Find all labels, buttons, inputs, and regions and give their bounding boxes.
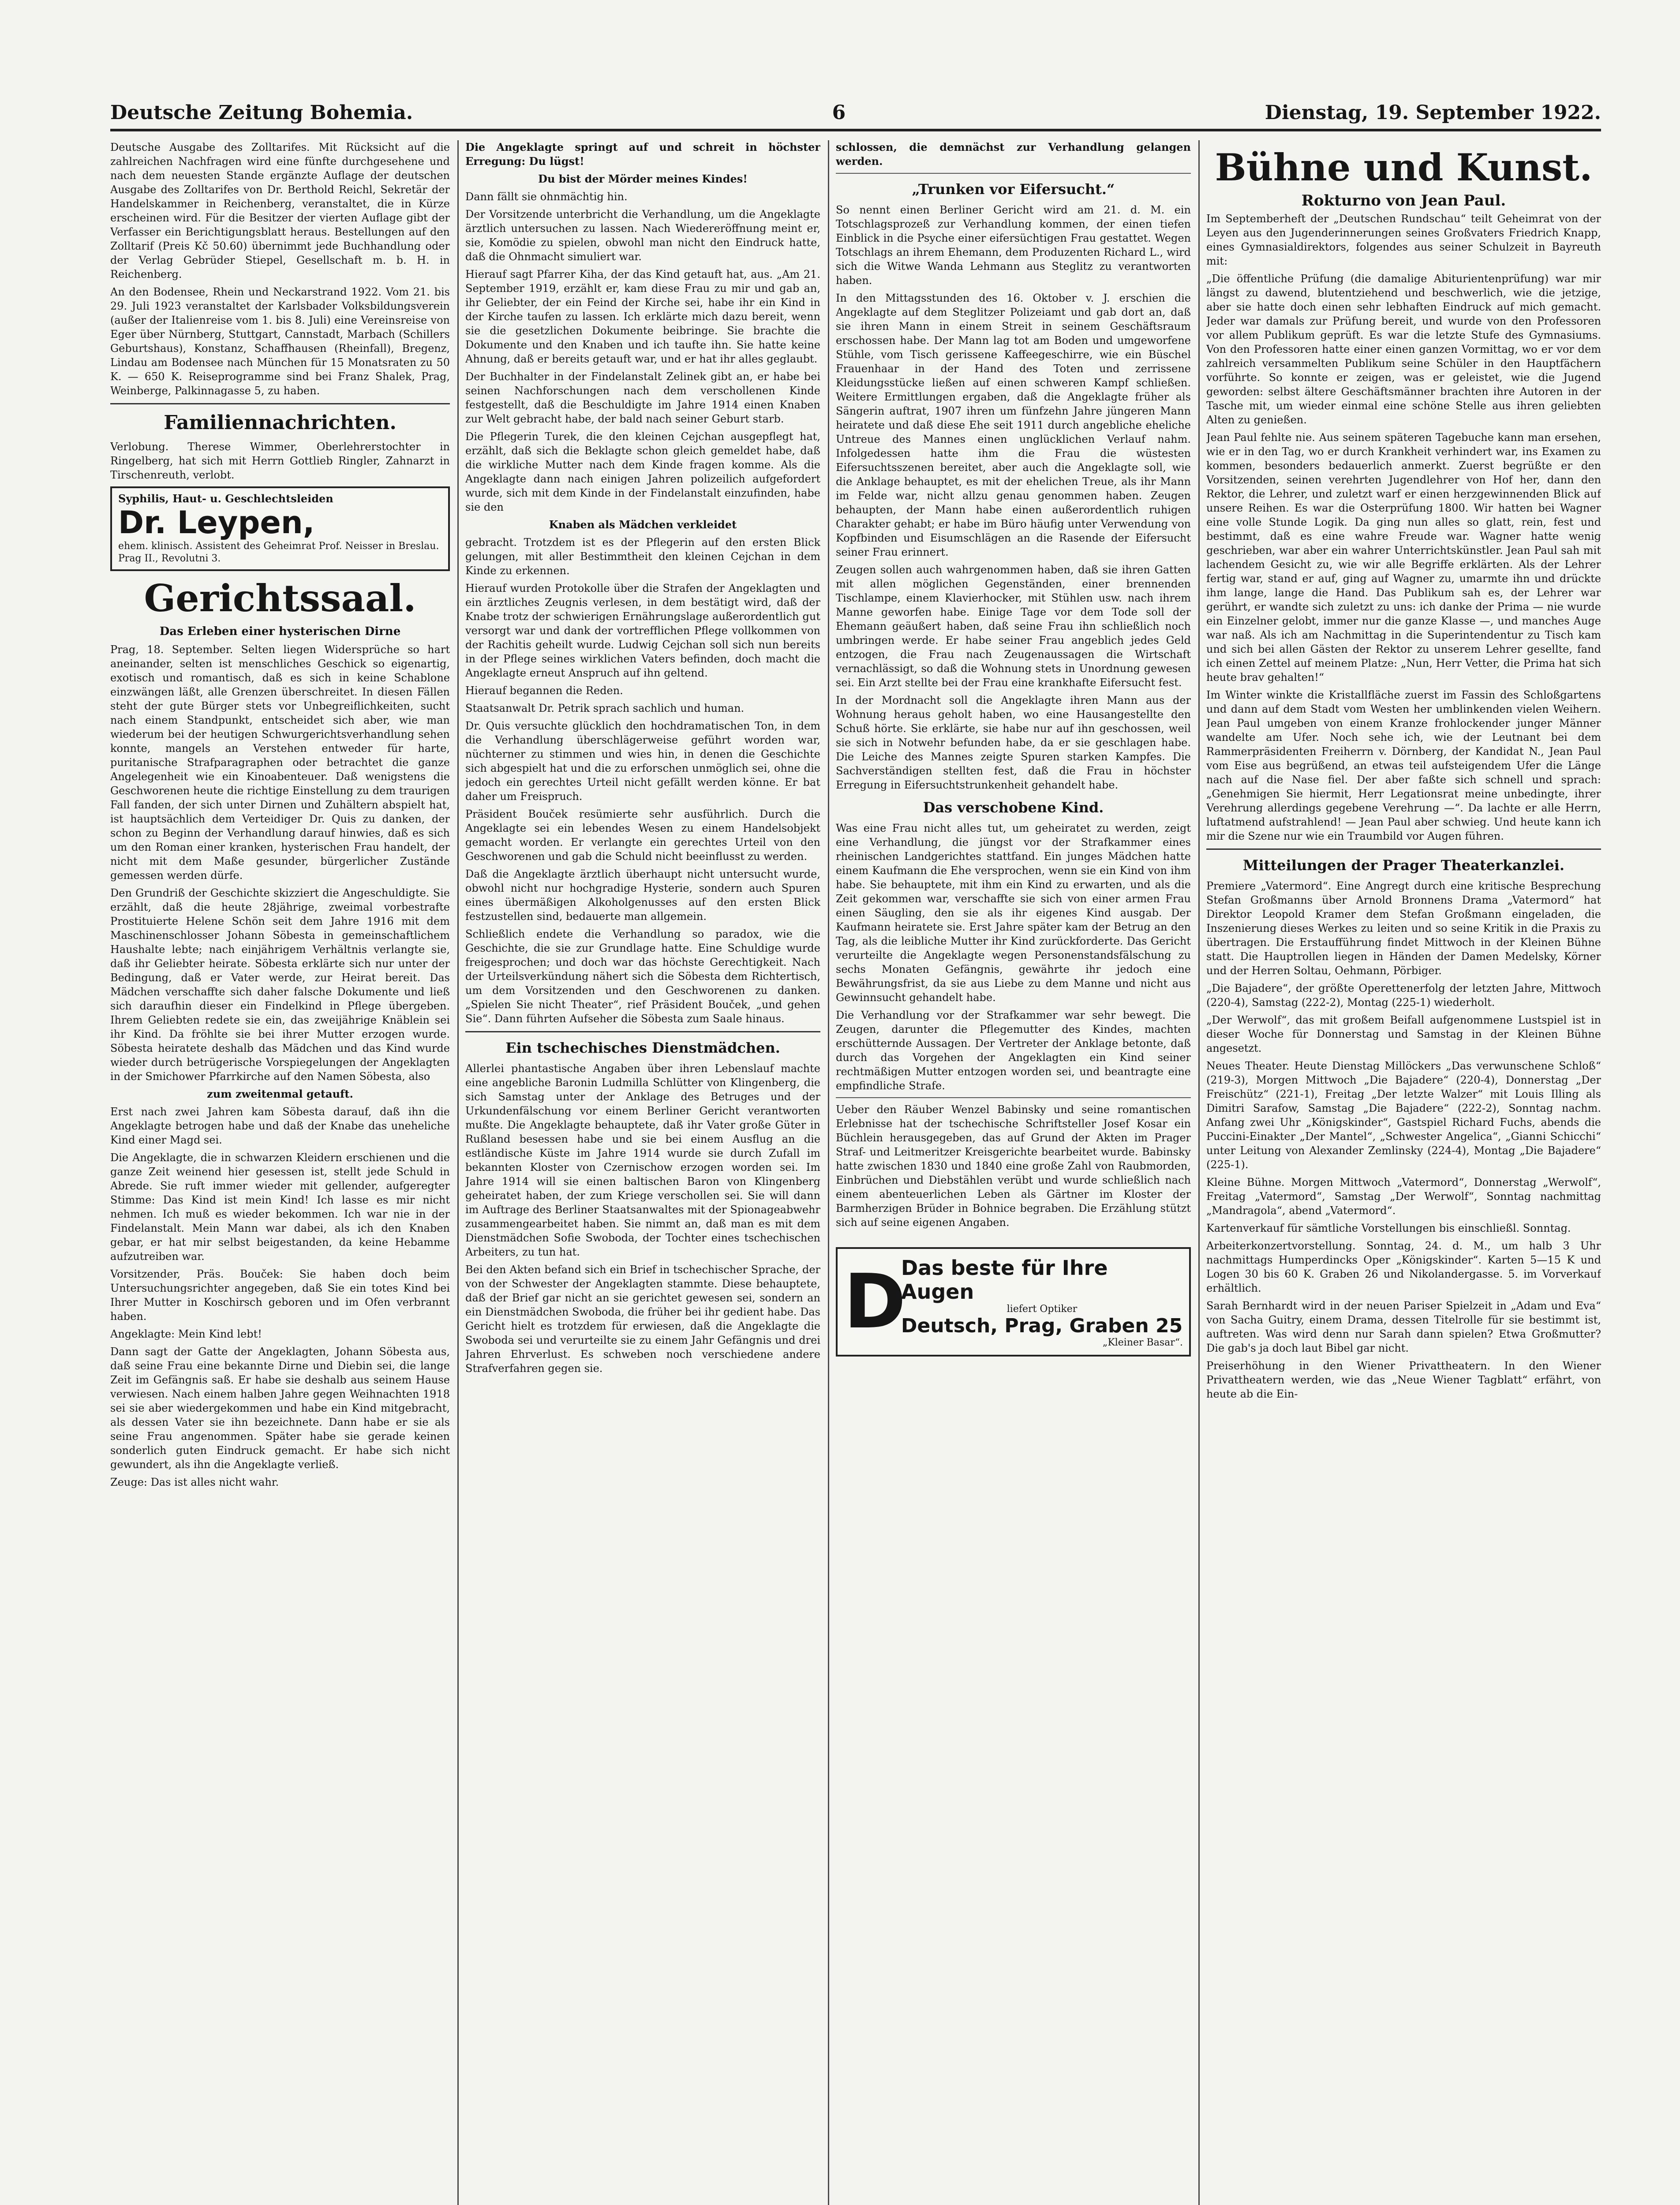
court-paragraph: Vorsitzender, Präs. Bouček: Sie haben doch beim Untersuchungsrichter angegeben, daß Sie ein totes Kind bei Ihrer Mutter in Koschirsch geboren und im Ofen verbrannt haben. <box>110 1268 450 1323</box>
page-header <box>110 95 1601 130</box>
court-paragraph: Erst nach zwei Jahren kam Söbesta darauf, daß ihn die Angeklagte betrogen habe und daß der Knabe das uneheliche Kind einer Magd sei. <box>110 1106 450 1146</box>
article-paragraph: Allerlei phantastische Angaben über ihren Lebenslauf machte eine angebliche Baronin Ludmilla Schlütter von Klingenberg, die sich Samstag unter der Anklage des Betruges und der Urkundenfälschung vor einem Berliner Gericht verantworten mußte. Die Angeklagte behauptete, daß ihr Vater große Güter in Rußland besessen habe und sie bei einem Ausflug an die estländische Küste im Jahre 1914 wurde sie durch Zufall im bekannten Kloster von Czernischow erzogen worden sei. Im Jahre 1914 will sie einen baltischen Baron von Klingenberg geheiratet haben, der zum Kriege verschollen sei. Sie will dann im Auftrage des Berliner Staatsanwaltes mit der Spionageabwehr zusammengearbeitet haben. Sie nimmt an, daß man es mit dem Dienstmädchen Sofie Swoboda, der Tochter eines tschechischen Arbeiters, zu tun hat. <box>465 1062 820 1258</box>
article-paragraph: Präsident Bouček resümierte sehr ausführlich. Durch die Angeklagte sei ein lebendes Wesen zu einem Handelsobjekt gemacht worden. Er verlangte ein gerechtes Urteil von den Geschworenen und gab die Schuld nicht beeinflusst zu werden. <box>465 808 820 863</box>
article-paragraph: Preiserhöhung in den Wiener Privattheatern. In den Wiener Privattheatern werden, wie das „Neue Wiener Tagblatt“ erfährt, von heute ab die Ein- <box>1206 1360 1601 1400</box>
court-paragraph: Dann sagt der Gatte der Angeklagten, Johann Söbesta aus, daß seine Frau eine bekannte Dirne und Diebin sei, die lange Zeit im Gefängnis saß. Er habe sie deshalb aus seinem Hause verwiesen. Nach einem halben Jahre gegen Weihnachten 1918 sei sie aber wiedergekommen und habe ein Kind mitgebracht, als dessen Vater sie ihn bezeichnete. Dann habe er sie als seine Frau angenommen. Später habe sie gerade keinen sonderlich guten Eindruck gemacht. Er habe sich nicht gewundert, als ihn die Angeklagte verließ. <box>110 1345 450 1471</box>
article-paragraph: Arbeiterkonzertvorstellung. Sonntag, 24. d. M., um halb 3 Uhr nachmittags Humperdincks Oper „Königskinder“. Karten 5—15 K und Logen 30 bis 60 K. Graben 26 und Nikolandergasse. 5. im Vorverkauf erhältlich. <box>1206 1240 1601 1294</box>
ad-leypen-line1: Syphilis, Haut- u. Geschlechtsleiden <box>118 492 333 505</box>
article-paragraph: „Der Werwolf“, das mit großem Beifall aufgenommene Lustspiel ist in dieser Woche für Donnerstag und Samstag in der Kleinen Bühne angesetzt. <box>1206 1014 1601 1054</box>
article-paragraph: Bei den Akten befand sich ein Brief in tschechischer Sprache, der von der Schwester der Angeklagten stammte. Diese behauptete, daß der Brief gar nicht an sie gerichtet gewesen sei, sondern an ein Dienstmädchen Swoboda, die früher bei ihr gedient habe. Das Gericht hielt es trotzdem für erwiesen, daß die Angeklagte die Swoboda sei und verurteilte sie zu einem Jahr Gefängnis und drei Jahren Ehrverlust. Es schweben noch verschiedene andere Strafverfahren gegen sie. <box>465 1263 820 1375</box>
article-paragraph: „Die öffentliche Prüfung (die damalige Abiturientenprüfung) war mir längst zu dawend, blutentziehend und beschwerlich, wie die jetzige, aber sie hatte doch einen sehr lebhaften Eindruck auf mich gemacht. Jeder war damals zur Prüfung bereit, und wurde von den Professoren vor allem Publikum geprüft. Es war die letzte Stufe des Gymnasiums. Von den Professoren hatte einer einen ganzen Vormittag, wo er vor dem zahlreich versammelten Publikum seine Schüler in den Hauptfächern vorführte. So konnte er zeigen, was er geleistet, wie die Jugend geworden: selbst ältere Geschäftsmänner brachten ihre Autoren in der Tasche mit, um wieder einmal eine schöne Stelle aus ihren geliebten Alten zu genießen. <box>1206 273 1601 426</box>
court-paragraph: Angeklagte: Mein Kind lebt! <box>110 1328 262 1340</box>
drunk-article-title: „Trunken vor Eifersucht.“ <box>912 181 1115 198</box>
ad-leypen-name: Dr. Leypen, <box>118 505 315 541</box>
child-article-title: Das verschobene Kind. <box>923 799 1104 816</box>
section-rule <box>836 1097 1191 1098</box>
leypen-advertisement <box>110 486 450 571</box>
article-paragraph: schlossen, die demnächst zur Verhandlung gelangen werden. <box>836 141 1191 168</box>
article-paragraph: Neues Theater. Heute Dienstag Millöckers „Das verwunschene Schloß“ (219-3), Morgen Mittwoch „Die Bajadere“ (220-4), Donnerstag „Der Freischütz“ (221-1), Freitag „Der letzte Walzer“ mit Louis Illing als Dimitri Sarafow, Samstag „Die Bajadere“ (222-2), Sonntag nachm. Anfang zwei Uhr „Königskinder“, Gastspiel Richard Fuchs, abends die Puccini-Einakter „Der Mantel“, „Schwester Angelica“, „Gianni Schicchi“ unter Leitung von Alexander Zemlinsky (224-4), Montag „Die Bajadere“ (225-1). <box>1206 1060 1601 1171</box>
column-2 <box>465 140 820 2205</box>
article-paragraph: Staatsanwalt Dr. Petrik sprach sachlich und human. <box>465 702 745 714</box>
article-paragraph: Die Verhandlung vor der Strafkammer war sehr bewegt. Die Zeugen, darunter die Pflegemutter des Kindes, machten erschütternde Aussagen. Der Vertreter der Anklage betonte, daß durch das Vorgehen der Angeklagten ein Kind seiner rechtmäßigen Mutter entzogen worden sei, und beantragte eine empfindliche Strafe. <box>836 1009 1191 1092</box>
ad-optician-line4: „Kleiner Basar“. <box>1102 1337 1183 1348</box>
article-subhead: Du bist der Mörder meines Kindes! <box>538 172 748 185</box>
article-paragraph: Die Pflegerin Turek, die den kleinen Cejchan ausgepflegt hat, erzählt, daß sich die Beklagte schon gleich gemeldet habe, daß die wirkliche Mutter nach dem Kinde fragen komme. Als die Angeklagte dann nach einigen Jahren polizeilich aufgefordert wurde, sich mit dem Kinde in der Findelanstalt einzufinden, habe sie den <box>465 430 820 513</box>
section-rule <box>110 403 450 404</box>
issue-date: Dienstag, 19. September 1922. <box>1265 101 1601 124</box>
column-divider <box>828 140 829 2205</box>
article-paragraph: Hierauf wurden Protokolle über die Strafen der Angeklagten und ein ärztliches Zeugnis verlesen, in dem bestätigt wird, daß der Knabe trotz der schwierigen Ernährungslage außerordentlich gut versorgt war und dank der vortrefflichen Pflege vollkommen von der Rachitis geheilt wurde. Ludwig Cejchan soll sich nun bereits in der Pflege seines wirklichen Vaters befinden, doch macht die Angeklagte erneut Anspruch auf ihn geltend. <box>465 582 820 679</box>
article-paragraph: Dr. Quis versuchte glücklich den hochdramatischen Ton, in dem die Verhandlung überschlägerweise geführt worden war, nüchterner zu stimmen und wies hin, in denen die Geschichte sich abgespielt hat und die zu erforschen unmöglich sei, ohne die jedoch ein gerechtes Urteil nicht gefällt werden könne. Er bat daher um Freispruch. <box>465 720 820 803</box>
article-paragraph: Was eine Frau nicht alles tut, um geheiratet zu werden, zeigt eine Verhandlung, die jüngst vor der Strafkammer eines rheinischen Landgerichtes stattfand. Ein junges Mädchen hatte einem Kaufmann die Ehe versprochen, wenn sie ein Kind von ihm habe. Sie behauptete, mit ihm ein Kind zu erwarten, und als die Zeit gekommen war, verschaffte sie sich von einer armen Frau einen Säugling, den sie als ihr eigenes Kind ausgab. Der Kaufmann heiratete sie. Erst Jahre später kam der Betrug an den Tag, als die leibliche Mutter ihr Kind zurückforderte. Das Gericht verurteilte die Angeklagte wegen Personenstandsfälschung zu sechs Monaten Gefängnis, gewährte ihr jedoch eine Bewährungsfrist, da sie aus Liebe zu dem Manne und nicht aus Gewinnsucht gehandelt habe. <box>836 822 1191 1004</box>
ad-optician-line2: liefert Optiker <box>1007 1303 1078 1315</box>
court-paragraph: Die Angeklagte, die in schwarzen Kleidern erschienen und die ganze Zeit weinend hier gesessen ist, stellt jede Schuld in Abrede. Sie ruft immer wieder mit gellender, aufgeregter Stimme: Das Kind ist mein Kind! Ich lasse es mir nicht nehmen. Ich muß es wieder bekommen. Ich war nie in der Findelanstalt. Mein Mann war dabei, als ich den Knaben gebar, er hat mir selbst beigestanden, da keine Hebamme aufzutreiben war. <box>110 1151 450 1263</box>
family-news-text: Verlobung. Therese Wimmer, Oberlehrerstochter in Ringelberg, hat sich mit Herrn Gottlieb Ringler, Zahnarzt in Tirschenreuth, verlobt. <box>110 441 450 481</box>
newspaper-name: Deutsche Zeitung Bohemia. <box>110 101 413 124</box>
article-paragraph: Schließlich endete die Verhandlung so paradox, wie die Geschichte, die sie zur Grundlage hatte. Eine Schuldige wurde freigesprochen; und doch war das höchste Gerechtigkeit. Nach der Urteilsverkündung nähert sich die Söbesta dem Richtertisch, um dem Vorsitzenden und den Geschworenen zu danken. „Spielen Sie nicht Theater“, rief Präsident Bouček, „und gehen Sie“. Dann führten Aufseher die Söbesta zum Saale hinaus. <box>465 928 820 1025</box>
article-paragraph: „Die Bajadere“, der größte Operettenerfolg der letzten Jahre, Mittwoch (220-4), Samstag (222-2), Montag (225-1) wiederholt. <box>1206 982 1601 1009</box>
article-paragraph: Premiere „Vatermord“. Eine Angregt durch eine kritische Besprechung Stefan Großmanns über Arnold Bronnens Drama „Vatermord“ hat Direktor Leopold Kramer dem Stefan Großmann eingeladen, die Inszenierung dieses Werkes zu leiten und so seine Kritik in die Praxis zu übertragen. Die Erstaufführung findet Mittwoch in der Kleinen Bühne statt. Die Hauptrollen liegen in Händen der Damen Medelsky, Körner und der Herren Soltau, Oehmann, Pörbiger. <box>1206 880 1601 977</box>
optician-advertisement <box>836 1247 1191 1357</box>
column-divider <box>457 140 459 2205</box>
court-paragraph: Den Grundriß der Geschichte skizziert die Angeschuldigte. Sie erzählt, daß die heute 28jährige, zweimal vorbestrafte Prostituierte Helene Schön seit dem Jahre 1916 mit dem Maschinenschlosser Johann Söbesta in gemeinschaftlichem Haushalte lebte; nach einjährigem Verhältnis verlangte sie, daß ihr Geliebter heirate. Söbesta erklärte sich nur unter der Bedingung, daß er Vater werde, zur Heirat bereit. Das Mädchen verschaffte sich daher falsche Dokumente und ließ sich daraufhin dieser ein Findelkind in Pflege übergeben. Ihrem Geliebten redete sie ein, das zweijährige Knäblein sei ihr Kind. Da fröhlte sie bei ihrer Mutter erzogen wurde. Söbesta heiratete deshalb das Mädchen und das Kind wurde wieder durch betrügerische Vorspiegelungen der Angeklagten in der Smichower Pfarrkirche auf den Namen Söbesta, also <box>110 887 450 1083</box>
article-paragraph: Kleine Bühne. Morgen Mittwoch „Vatermord“, Donnerstag „Werwolf“, Freitag „Vatermord“, Samstag „Der Werwolf“, Sonntag nachmittag „Mandragola“, abend „Vatermord“. <box>1206 1176 1601 1217</box>
arts-article-title: Rokturno von Jean Paul. <box>1301 192 1506 209</box>
article-paragraph: Zeugen sollen auch wahrgenommen haben, daß sie ihren Gatten mit allen möglichen Gegenständen, einer brennenden Tischlampe, einem Klavierhocker, mit Stühlen usw. nach ihrem Manne geworfen habe. Einige Tage vor dem Tode soll der Ehemann geäußert haben, daß seine Frau ihn schließlich noch umbringen werde. Er habe seiner Frau angeblich jedes Geld entzogen, die Frau nach Zeugenaussagen die Wirtschaft vernachlässigt, so daß die Wohnung stets in Unordnung gewesen sei. Ein Arzt stellte bei der Frau eine krankhafte Eifersucht fest. <box>836 564 1191 689</box>
column-3 <box>836 140 1191 2205</box>
court-paragraph-end: Zeuge: Das ist alles nicht wahr. <box>110 1476 279 1488</box>
article-paragraph: Der Vorsitzende unterbricht die Verhandlung, um die Angeklagte ärztlich untersuchen zu lassen. Nach Wiedereröffnung meint er, sie, Komödie zu spielen, obwohl man nicht den Eindruck hatte, daß die Ohnmacht simuliert war. <box>465 208 820 263</box>
ad-optician-line3: Deutsch, Prag, Graben 25 <box>901 1314 1183 1337</box>
zolltarif-notice: Deutsche Ausgabe des Zolltarifes. Mit Rücksicht auf die zahlreichen Nachfragen wird eine fünfte durchgesehene und nach dem neuesten Stande ergänzte Auflage der deutschen Ausgabe des Zolltarifes von Dr. Berthold Reichl, Sekretär der Handelskammer in Reichenberg, veranstaltet, die in Kürze erscheinen wird. Für die Besitzer der vierten Auflage gibt der Verfasser ein Berichtigungsblatt heraus. Bestellungen auf den Zolltarif (Preis Kč 50.60) übernimmt jede Buchhandlung oder der Verlag Gebrüder Stiepel, Gesellschaft m. b. H. in Reichenberg. <box>110 141 450 280</box>
ad-initial-letter: D <box>844 1258 906 1345</box>
article-paragraph: Im Septemberheft der „Deutschen Rundschau“ teilt Geheimrat von der Leyen aus den Jugenderinnerungen seines Großvaters Friedrich Knapp, eines Gymnasialdirektors, folgendes aus seiner Schulzeit in Bayreuth mit: <box>1206 213 1601 267</box>
section-rule <box>1206 848 1601 850</box>
article-paragraph: So nennt einen Berliner Gericht wird am 21. d. M. ein Totschlagsprozeß zur Verhandlung kommen, der einen tiefen Einblick in die Psyche einer eifersüchtigen Frau gestattet. Wegen Totschlags an ihrem Ehemann, dem Produzenten Richard L., wird sich die Witwe Wanda Lehmann aus Steglitz zu verantworten haben. <box>836 204 1191 287</box>
header-rule <box>110 129 1601 131</box>
article-paragraph: Jean Paul fehlte nie. Aus seinem späteren Tagebuche kann man ersehen, wie er in den Tag, wo er durch Krankheit verhindert war, ins Examen zu kommen, besonders bedauerlich anmerkt. Zuerst begrüßte er den Vorsitzenden, seinen verehrten Jugendlehrer von Hof her, dann den Rektor, die Lehrer, und zuletzt warf er einen herzgewinnenden Blick auf unsere Reihen. Es war die Osterprüfung 1800. Wir hatten bei Wagner eine volle Stunde Logik. Da ging nun alles so glatt, rein, fest und bestimmt, daß es eine wahre Freude war. Wagner hatte wenig geschrieben, war aber ein wahrer Unterrichtskünstler. Jean Paul sah mit lachendem Gesicht zu, wie wir alle Begriffe erklärten. Als der Lehrer fertig war, stand er auf, ging auf Wagner zu, umarmte ihn und drückte ihm lange, lange die Hand. Das Publikum sah es, der Lehrer war gerührt, er wandte sich zuletzt zu uns: ich danke der Prima — nie wurde ein Einzelner gelobt, immer nur die ganze Klasse —, und manches Auge war naß. Als ich am Nachmittag in die Superintendentur zu Tisch kam und sich bei allen Gästen der Rektor zu unserem Lehrer gesellte, fand ich einen Zettel auf meinem Platze: „Nun, Herr Vetter, die Prima hat sich heute brav gehalten!“ <box>1206 431 1601 684</box>
article-paragraph: Kartenverkauf für sämtliche Vorstellungen bis einschließl. Sonntag. <box>1206 1222 1571 1234</box>
page-number: 6 <box>832 101 846 124</box>
section-rule <box>465 1031 820 1032</box>
court-section-title: Gerichtssaal. <box>144 576 416 620</box>
column-1 <box>110 140 450 2205</box>
article-paragraph: Dann fällt sie ohnmächtig hin. <box>465 191 628 203</box>
theater-section-title: Mitteilungen der Prager Theaterkanzlei. <box>1243 857 1564 874</box>
court-paragraph: Prag, 18. September. Selten liegen Widersprüche so hart aneinander, selten ist menschliches Geschick so eigenartig, exotisch und romantisch, daß es sich in keine Schablone einzwängen läßt, alle Grenzen überschreitet. In diesen Fällen steht der gute Bürger stets vor Unbegreiflichkeiten, sucht nach einem Standpunkt, entscheidet sich aber, wie man wiederum bei der heutigen Schwurgerichtsverhandlung sehen konnte, mangels an Verstehen entweder für harte, puritanische Strafparagraphen oder betrachtet die ganze Angelegenheit wie ein Kinoabenteuer. Daß wenigstens die Geschworenen heute die richtige Einstellung zu dem traurigen Fall fanden, der sich unter Dirnen und Zuhältern abspielt hat, ist hauptsächlich dem Verteidiger Dr. Quis zu danken, der schon zu Beginn der Verhandlung darauf hinwies, daß es sich um den Roman einer kranken, hysterischen Frau handelt, der nicht mit dem Maße gesunder, bürgerlicher Zustände gemessen werden dürfe. <box>110 643 450 882</box>
article-subhead: Knaben als Mädchen verkleidet <box>549 518 737 531</box>
maid-article-title: Ein tschechisches Dienstmädchen. <box>505 1039 780 1056</box>
column-divider <box>1198 140 1200 2205</box>
article-paragraph: Hierauf begannen die Reden. <box>465 684 623 697</box>
article-paragraph: Daß die Angeklagte ärztlich überhaupt nicht untersucht wurde, obwohl nicht nur hochgradige Hysterie, sondern auch Spuren eines übermäßigen Alkoholgenusses auf den ersten Blick festzustellen sind, bedauerte man allgemein. <box>465 868 820 923</box>
article-paragraph: In der Mordnacht soll die Angeklagte ihren Mann aus der Wohnung heraus geholt haben, wo eine Hausangestellte den Schuß hörte. Sie erklärte, sie habe nur auf ihn geschossen, weil sie sich in Notwehr befunden habe, da er sie geschlagen habe. Die Leiche des Mannes zeigte Spuren starken Kampfes. Die Sachverständigen stellten fest, daß die Frau in höchster Erregung in Eifersuchtstrunkenheit gehandelt habe. <box>836 694 1191 791</box>
article-paragraph: gebracht. Trotzdem ist es der Pflegerin auf den ersten Blick gelungen, mit aller Bestimmtheit den kleinen Cejchan in dem Kinde zu erkennen. <box>465 536 820 577</box>
court-article-title: Das Erleben einer hysterischen Dirne <box>159 625 401 638</box>
article-paragraph: Sarah Bernhardt wird in der neuen Pariser Spielzeit in „Adam und Eva“ von Sacha Guitry, einem Drama, dessen Titelrolle für sie bestimmt ist, auftreten. Was wird denn nur Sarah dann spielen? Etwa Großmutter? Die gab's ja doch laut Bibel gar nicht. <box>1206 1300 1601 1354</box>
article-paragraph: Hierauf sagt Pfarrer Kiha, der das Kind getauft hat, aus. „Am 21. September 1919, erzählt er, kam diese Frau zu mir und gab an, ihr Geliebter, der ein Feind der Kirche sei, habe ihr ein Kind in der Kirche taufen zu lassen. Ich erklärte mich dazu bereit, wenn sie die gesetzlichen Dokumente beibringe. Sie brachte die Dokumente und den Knaben und ich taufte ihn. Sie hatte keine Ahnung, daß er bereits getauft war, und er hat ihr alles geglaubt. <box>465 268 820 365</box>
ad-leypen-line2: ehem. klinisch. Assistent des Geheimrat Prof. Neisser in Breslau. Prag II., Revolutni 3. <box>118 541 439 564</box>
robber-paragraph: Ueber den Räuber Wenzel Babinsky und seine romantischen Erlebnisse hat der tschechische Schriftsteller Josef Kosar ein Büchlein herausgegeben, das auf Grund der Akten im Prager Straf- und Leitmeritzer Kreisgerichte bearbeitet wurde. Babinsky hatte zwischen 1830 und 1840 eine große Zahl von Raubmorden, Einbrüchen und Diebstählen verübt und wurde schließlich nach einem abenteuerlichen Leben als Gärtner im Kloster der Barmherzigen Brüder in Bohnice begraben. Die Erzählung stützt sich auf seine eigenen Angaben. <box>836 1103 1191 1229</box>
ad-optician-line1: Das beste für Ihre Augen <box>901 1256 1108 1304</box>
family-news-title: Familiennachrichten. <box>164 411 397 434</box>
court-subhead: zum zweitenmal getauft. <box>207 1088 353 1100</box>
article-paragraph: Die Angeklagte springt auf und schreit in höchster Erregung: Du lügst! <box>465 141 820 168</box>
section-rule <box>836 173 1191 174</box>
article-paragraph: Der Buchhalter in der Findelanstalt Zelinek gibt an, er habe bei seinen Nachforschungen nach dem verschollenen Kinde festgestellt, daß die Beschuldigte im Jahre 1914 einen Knaben zur Welt gebracht habe, der bald nach seiner Geburt starb. <box>465 370 820 425</box>
arts-section-title: Bühne und Kunst. <box>1215 146 1593 189</box>
article-paragraph: In den Mittagsstunden des 16. Oktober v. J. erschien die Angeklagte auf dem Steglitzer Polizeiamt und gab dort an, daß sie ihren Mann in einem Streit in seinem Geschäftsraum erschossen habe. Der Mann lag tot am Boden und umgeworfene Stühle, vom Tisch gerissene Kaffeegeschirre, wie ein Büschel Frauenhaar in der Hand des Toten und zerrissene Kleidungsstücke ließen auf einen schweren Kampf schließen. Weitere Ermittlungen ergaben, daß die Angeklagte früher als Sängerin auftrat, 1907 ihren um fünfzehn Jahre jüngeren Mann heiratete und daß diese Ehe seit 1911 durch angebliche eheliche Untreue des Mannes einen unglücklichen Verlauf nahm. Infolgedessen hatte ihm die Frau die wüstesten Eifersuchtsszenen bereitet, aber auch die Angeklagte soll, wie die Anklage behauptet, es mit der ehelichen Treue, als ihr Mann im Felde war, nicht allzu genau genommen haben. Zeugen behaupten, der Mann habe einen außerordentlich ruhigen Charakter gehabt; er habe im Büro häufig unter Verwendung von Kopfbinden und Eisumschlägen an die Rasende der Eifersucht seiner Frau erinnert. <box>836 292 1191 558</box>
article-paragraph: Im Winter winkte die Kristallfläche zuerst im Fassin des Schloßgartens und dann auf dem Stadt vom Westen her umblinkenden vielen Weihern. Jean Paul umgeben von einem Kranze frohlockender junger Männer wandelte am Ufer. Noch sehe ich, wie der Leutnant bei dem Rammerpräsidenten Freiherrn v. Dörnberg, der Kandidat N., Jean Paul vom Eise aus begrüßend, an etwas teil aufsteigendem Ufer die Länge nach auf die Nase fiel. Der aber faßte sich schnell und sprach: „Genehmigen Sie hiermit, Herr Legationsrat meine unbedingte, ihrer Verehrung allerdings gegebene Verehrung —“. Da lachte er alle Herrn, luftatmend aufstrahlend! — Jean Paul aber schwieg. Und heute kann ich mir die Szene nur wie ein Traumbild vor Augen führen. <box>1206 689 1601 842</box>
column-4 <box>1206 140 1601 2205</box>
bodensee-notice: An den Bodensee, Rhein und Neckarstrand 1922. Vom 21. bis 29. Juli 1923 veranstaltet der Karlsbader Volksbildungsverein (außer der Italienreise vom 1. bis 8. Juli) eine Vereinsreise von Eger über Nürnberg, Stuttgart, Cannstadt, Marbach (Schillers Geburtshaus), Konstanz, Schaffhausen (Rheinfall), Bregenz, Lindau am Bodensee nach München für 15 Monatsraten zu 50 K. — 650 K. Reiseprogramme sind bei Franz Shalek, Prag, Weinberge, Palkinnagasse 5, zu haben. <box>110 286 450 397</box>
